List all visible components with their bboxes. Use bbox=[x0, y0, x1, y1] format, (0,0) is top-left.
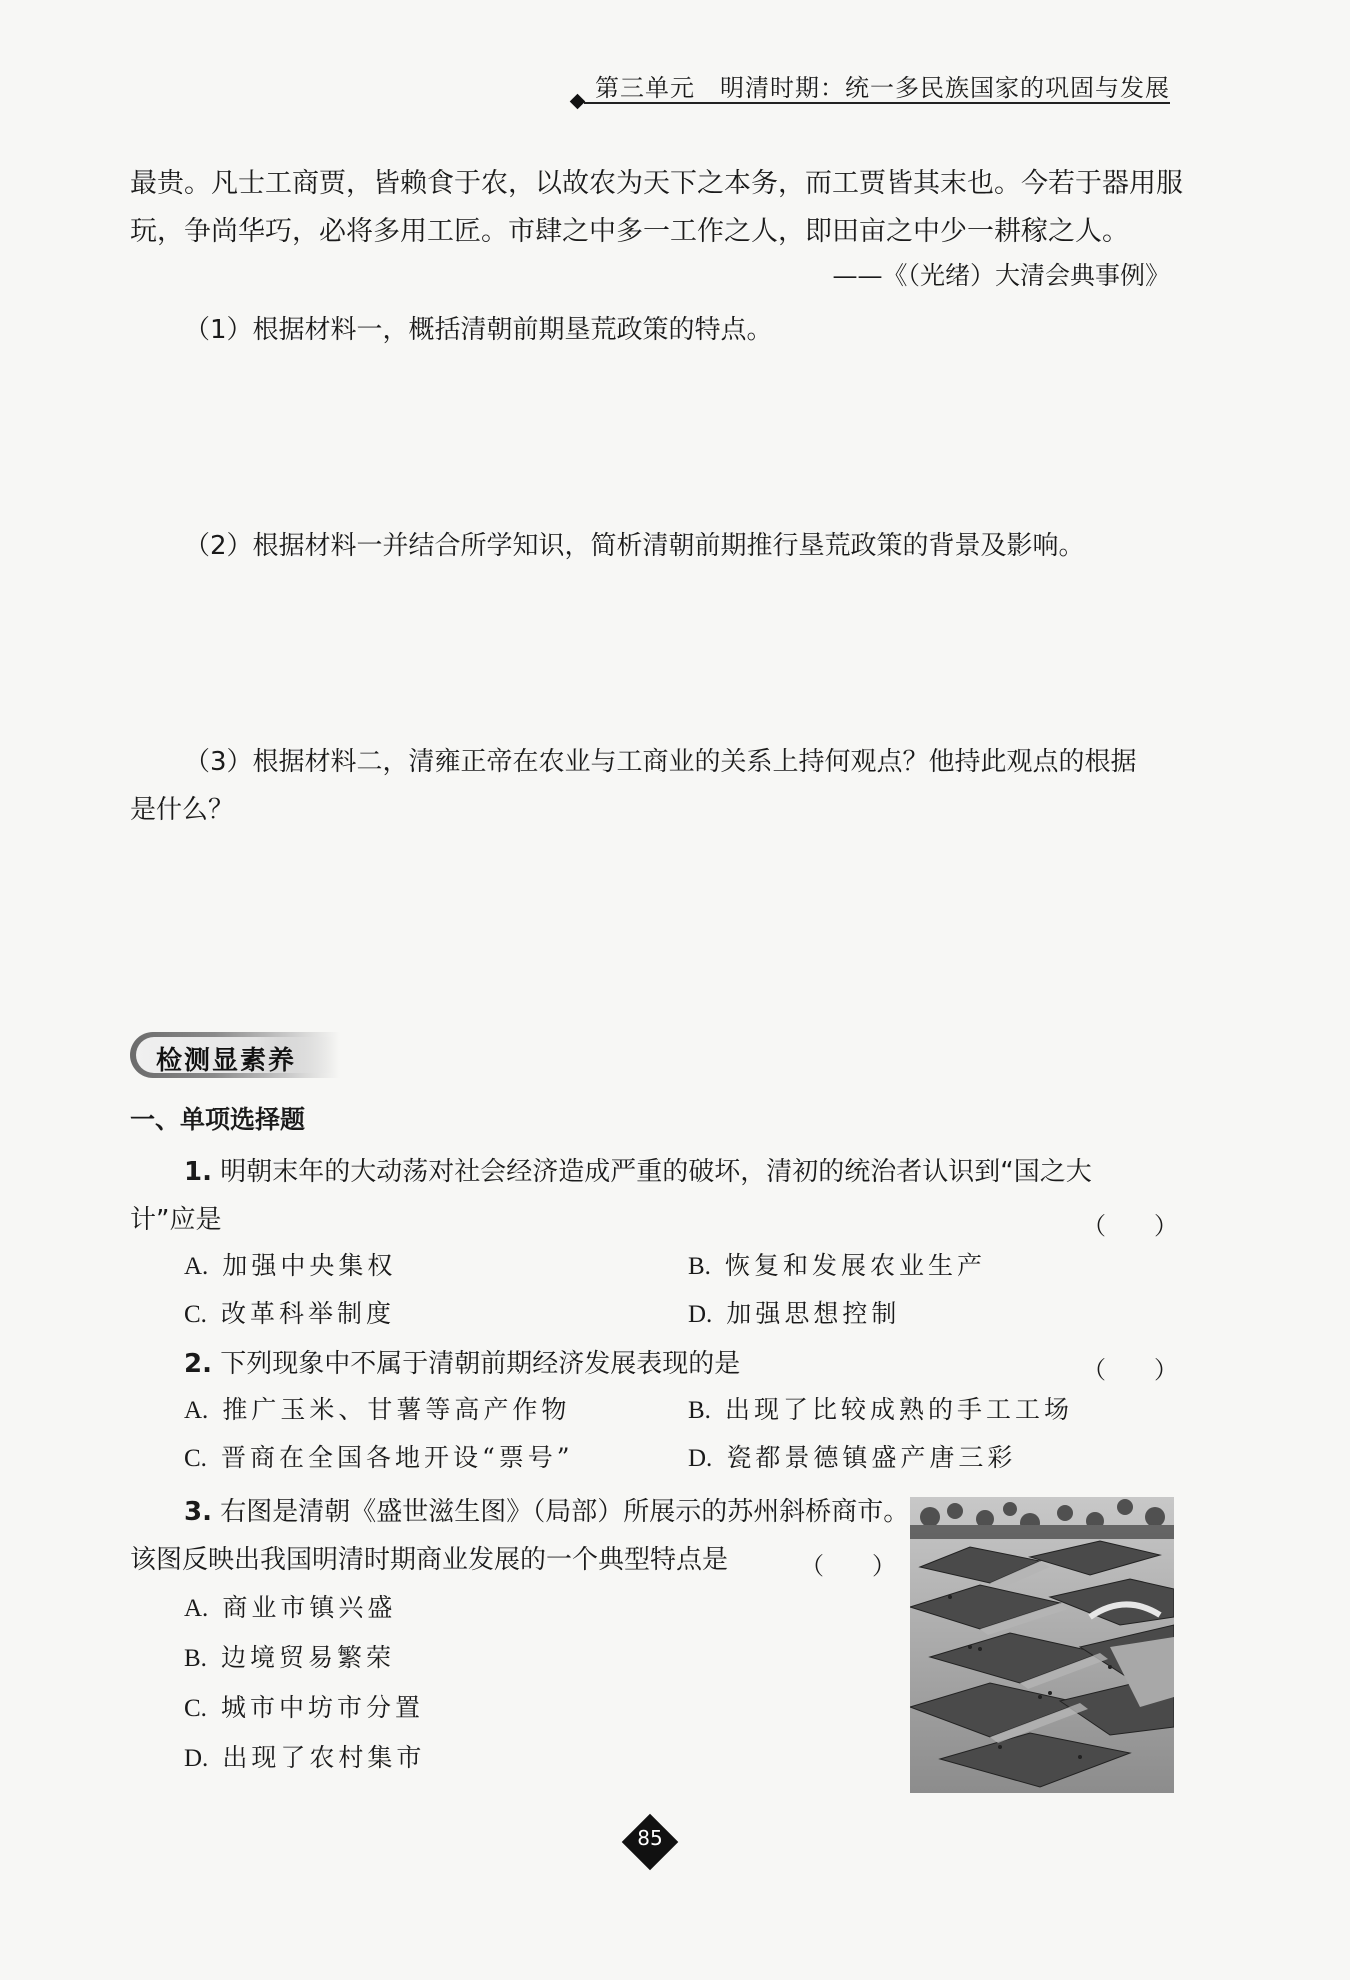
option-letter: C. bbox=[184, 1695, 207, 1722]
mcq-1-stem: 明朝末年的大动荡对社会经济造成严重的破坏，清初的统治者认识到“国之大 bbox=[220, 1157, 1092, 1187]
option-letter: B. bbox=[184, 1645, 207, 1672]
question-3 bbox=[130, 738, 1180, 834]
section-badge-inner bbox=[136, 1037, 336, 1076]
mcq-2-option-a[interactable] bbox=[184, 1390, 570, 1426]
market-painting-image bbox=[910, 1497, 1174, 1793]
mcq-1-stem-line-2: 计”应是 bbox=[130, 1205, 222, 1235]
option-text: 出现了比较成熟的手工工场 bbox=[724, 1395, 1073, 1424]
page-header bbox=[570, 58, 1170, 108]
question-2-text: （2）根据材料一并结合所学知识，简析清朝前期推行垦荒政策的背景及影响。 bbox=[184, 531, 1085, 561]
option-letter: D. bbox=[184, 1745, 209, 1772]
section-title: 一、单项选择题 bbox=[130, 1105, 306, 1134]
option-letter: D. bbox=[688, 1301, 713, 1328]
mcq-3-stem-line-2: 该图反映出我国明清时期商业发展的一个典型特点是 bbox=[130, 1545, 729, 1575]
mcq-2-option-c[interactable] bbox=[184, 1438, 574, 1474]
option-text: 瓷都景德镇盛产唐三彩 bbox=[726, 1443, 1017, 1472]
mcq-3-option-c[interactable] bbox=[184, 1688, 424, 1724]
option-text: 边境贸易繁荣 bbox=[220, 1643, 395, 1672]
option-text: 城市中坊市分置 bbox=[220, 1693, 424, 1722]
section-badge-label: 检测显素养 bbox=[156, 1046, 297, 1076]
option-letter: B. bbox=[688, 1253, 711, 1280]
option-text: 加强中央集权 bbox=[222, 1251, 397, 1280]
option-letter: A. bbox=[184, 1253, 209, 1280]
mcq-3-option-d[interactable] bbox=[184, 1738, 425, 1774]
option-text: 恢复和发展农业生产 bbox=[724, 1251, 986, 1280]
mcq-2 bbox=[130, 1340, 1180, 1388]
material-line-1: 最贵。凡士工商贾，皆赖食于农，以故农为天下之本务，而工贾皆其末也。今若于器用服 bbox=[130, 168, 1183, 199]
mcq-3 bbox=[130, 1488, 910, 1584]
mcq-1-answer-paren[interactable]: （ ） bbox=[1082, 1212, 1178, 1240]
option-letter: A. bbox=[184, 1595, 209, 1622]
mcq-1-number: 1. bbox=[184, 1157, 212, 1187]
mcq-2-option-b[interactable] bbox=[688, 1390, 1073, 1426]
mcq-3-answer-paren[interactable]: （ ） bbox=[800, 1552, 896, 1580]
mcq-2-number: 2. bbox=[184, 1349, 212, 1379]
option-letter: A. bbox=[184, 1397, 209, 1424]
diamond-icon bbox=[570, 94, 586, 110]
mcq-1-option-c[interactable] bbox=[184, 1294, 395, 1330]
option-text: 晋商在全国各地开设“票号” bbox=[220, 1443, 574, 1472]
mcq-3-stem-line-1 bbox=[130, 1488, 910, 1536]
option-letter: C. bbox=[184, 1301, 207, 1328]
mcq-2-answer-paren[interactable]: （ ） bbox=[1082, 1356, 1178, 1384]
unit-title: 第三单元 明清时期：统一多民族国家的巩固与发展 bbox=[595, 74, 1170, 102]
mcq-3-option-b[interactable] bbox=[184, 1638, 395, 1674]
mcq-2-option-d[interactable] bbox=[688, 1438, 1016, 1474]
mcq-1-option-b[interactable] bbox=[688, 1246, 986, 1282]
mcq-3-option-a[interactable] bbox=[184, 1588, 396, 1624]
question-1 bbox=[130, 306, 1180, 354]
option-letter: B. bbox=[688, 1397, 711, 1424]
mcq-2-stem: 下列现象中不属于清朝前期经济发展表现的是 bbox=[220, 1349, 741, 1379]
option-text: 商业市镇兴盛 bbox=[222, 1593, 397, 1622]
question-1-text: （1）根据材料一，概括清朝前期垦荒政策的特点。 bbox=[184, 315, 773, 345]
option-text: 出现了农村集市 bbox=[222, 1743, 426, 1772]
section-badge bbox=[130, 1032, 340, 1078]
question-3-line-2: 是什么？ bbox=[130, 795, 235, 825]
material-line-2: 玩，争尚华巧，必将多用工匠。市肆之中多一工作之人，即田亩之中少一耕稼之人。 bbox=[130, 216, 1129, 247]
question-2 bbox=[130, 522, 1180, 570]
mcq-1 bbox=[130, 1148, 1180, 1244]
header-rule bbox=[584, 102, 1170, 104]
mcq-3-number: 3. bbox=[184, 1497, 212, 1527]
option-text: 推广玉米、甘薯等高产作物 bbox=[222, 1395, 571, 1424]
page-number: 85 bbox=[637, 1826, 663, 1850]
mcq-2-stem-line-1 bbox=[130, 1340, 1180, 1388]
material-source: ——《（光绪）大清会典事例》 bbox=[832, 261, 1170, 290]
option-letter: C. bbox=[184, 1445, 207, 1472]
mcq-1-option-d[interactable] bbox=[688, 1294, 900, 1330]
mcq-1-option-a[interactable] bbox=[184, 1246, 396, 1282]
option-letter: D. bbox=[688, 1445, 713, 1472]
mcq-1-stem-line-1 bbox=[130, 1148, 1180, 1196]
mcq-3-stem: 右图是清朝《盛世滋生图》（局部）所展示的苏州斜桥商市。 bbox=[220, 1497, 910, 1527]
option-text: 改革科举制度 bbox=[220, 1299, 395, 1328]
market-painting-illustration bbox=[910, 1497, 1174, 1793]
question-3-line-1: （3）根据材料二，清雍正帝在农业与工商业的关系上持何观点？他持此观点的根据 bbox=[184, 747, 1137, 777]
option-text: 加强思想控制 bbox=[726, 1299, 901, 1328]
